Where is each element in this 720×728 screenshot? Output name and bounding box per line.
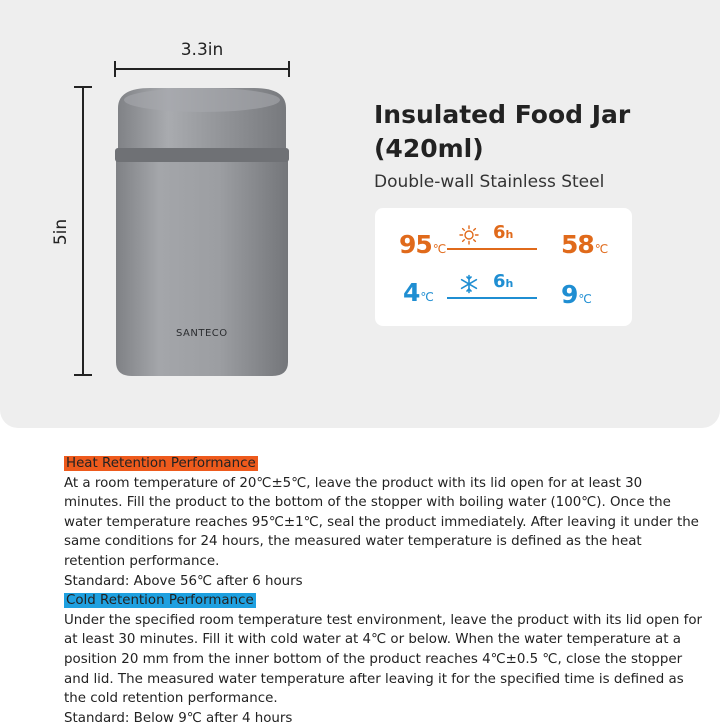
height-line xyxy=(82,86,84,376)
hot-start-temp: 95℃ xyxy=(399,230,447,259)
product-title: Insulated Food Jar xyxy=(374,100,631,129)
heat-retention-standard: Standard: Above 56℃ after 6 hours xyxy=(64,573,303,589)
performance-description xyxy=(64,454,704,728)
width-line xyxy=(114,68,290,70)
product-subtitle: Double-wall Stainless Steel xyxy=(374,172,605,192)
cold-end-temp: 9℃ xyxy=(561,280,592,309)
width-cap-left xyxy=(114,61,116,77)
hot-duration: 6h xyxy=(493,222,514,243)
height-dimension xyxy=(51,86,100,376)
cold-retention-standard: Standard: Below 9℃ after 4 hours xyxy=(64,710,293,726)
cold-start-temp: 4℃ xyxy=(403,278,434,307)
width-label: 3.3in xyxy=(180,40,224,60)
height-label: 5in xyxy=(51,218,72,246)
food-jar-image xyxy=(110,82,296,382)
width-cap-right xyxy=(288,61,290,77)
cold-duration: 6h xyxy=(493,271,514,292)
height-cap-bottom xyxy=(74,374,92,376)
hot-end-temp: 58℃ xyxy=(561,230,609,259)
height-cap-top xyxy=(74,86,92,88)
cold-retention-body: Under the specified room temperature test environment, leave the product with its lid open for at least 30 minutes. Fill it with cold water at 4℃ or below. When the water temperature at a position 20 mm from the inner bottom of the product reaches 4℃±0.5 ℃, close the stopper and lid. The measured water temperature after leaving it for the specified time is defined as the cold retention performance. xyxy=(64,612,703,707)
hot-bar xyxy=(447,248,537,250)
sun-icon xyxy=(459,225,479,245)
cold-retention-heading: Cold Retention Performance xyxy=(66,593,254,609)
product-capacity: (420ml) xyxy=(374,134,484,163)
jar-brand-label: SANTECO xyxy=(176,328,228,339)
snowflake-icon xyxy=(459,274,479,294)
retention-card xyxy=(375,208,632,326)
product-title-block xyxy=(374,98,674,192)
cold-bar xyxy=(447,297,537,299)
heat-retention-heading: Heat Retention Performance xyxy=(66,456,256,471)
heat-retention-body: At a room temperature of 20℃±5℃, leave the product with its lid open for at least 30 minutes. Fill the product to the bottom of the stopper with boiling water (100℃). Once the water temperature reaches 95℃±1℃, seal the product immediately. After leaving it under the same conditions for 24 hours, the measured water temperature is defined as the heat retention performance. xyxy=(64,475,699,569)
